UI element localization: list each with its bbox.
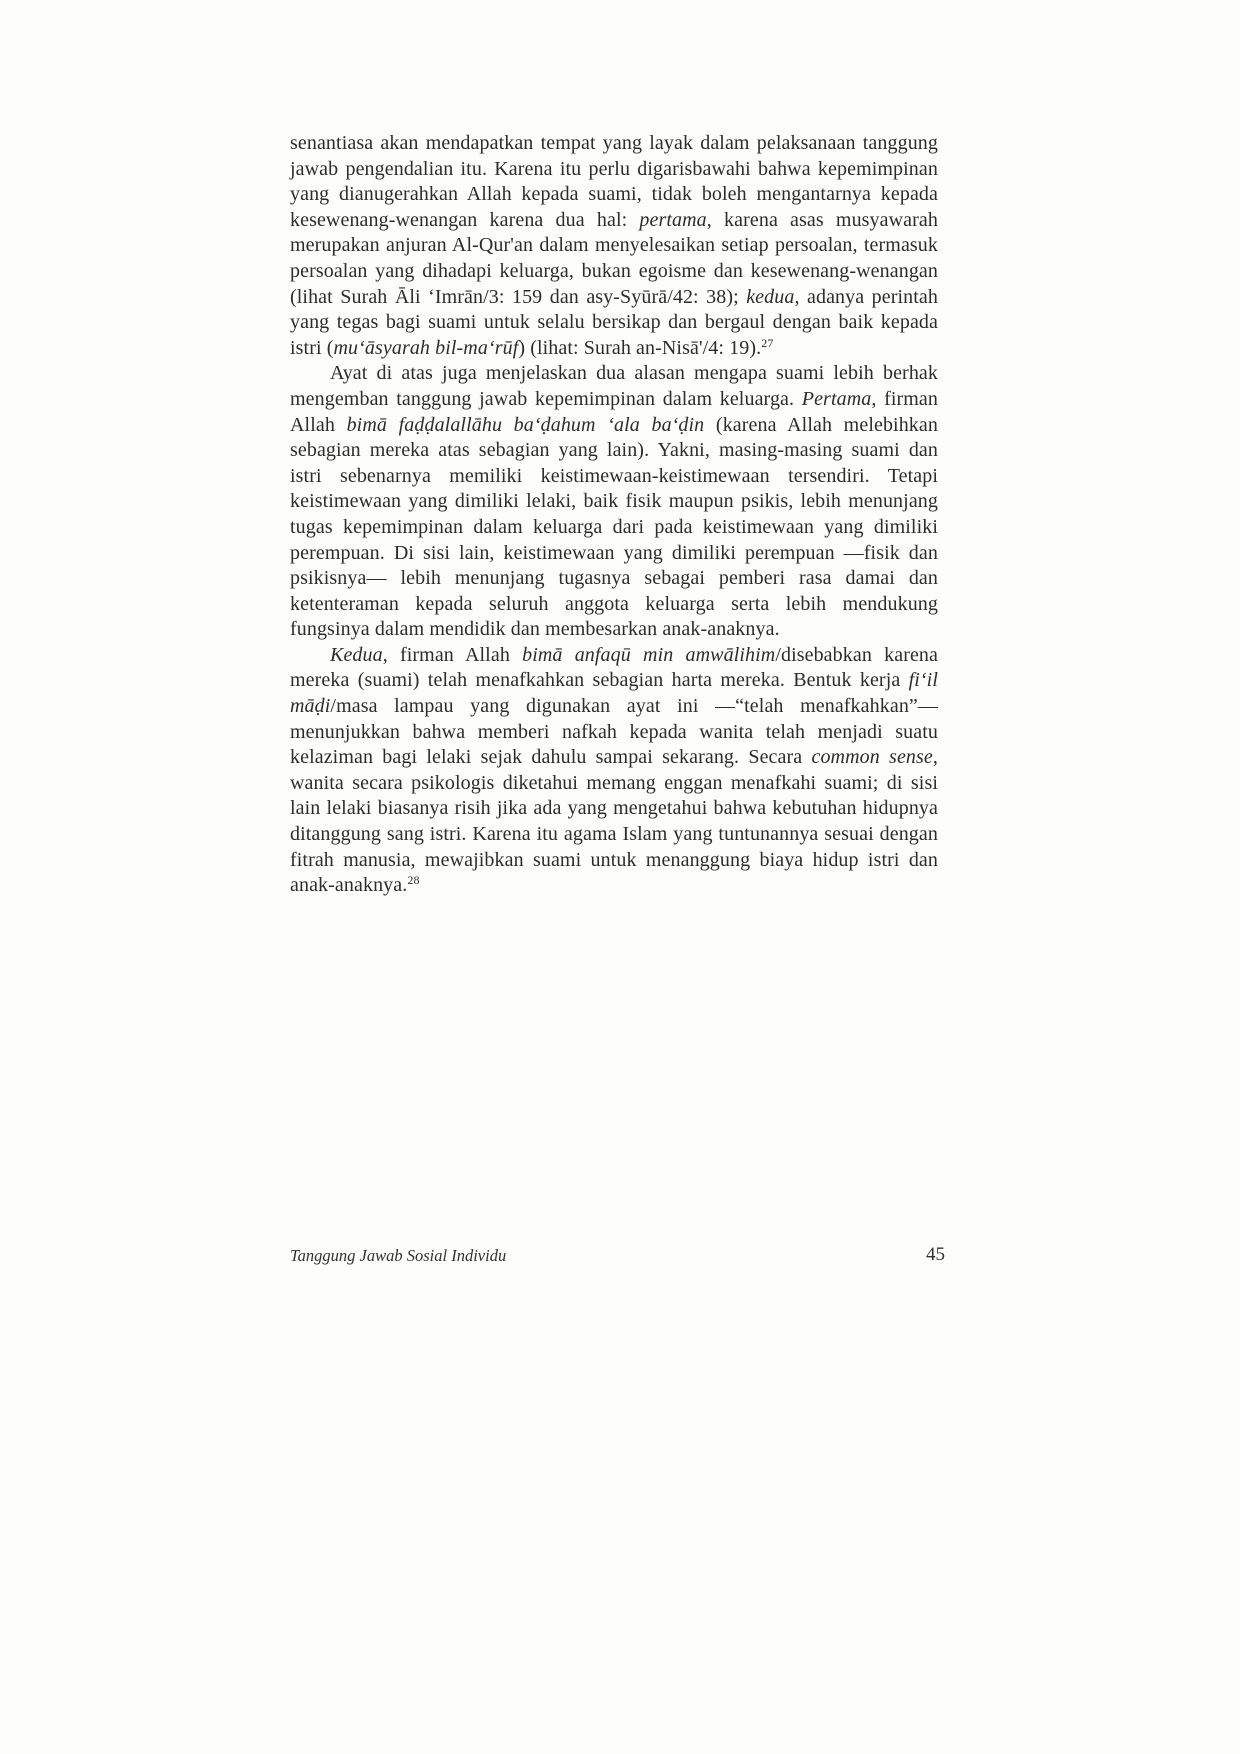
- text-run: senantiasa akan mendapatkan tempat yang layak dalam pelaksanaan tanggung jawab pengendalian itu. Karena itu perlu digarisbawahi bahwa kepemimpinan yang dianugerahkan Allah kepada suami, tidak boleh mengantarnya kepada kesewenang-wenangan karena dua hal:: [290, 132, 938, 231]
- paragraph: [290, 131, 938, 361]
- text-run: /masa lampau yang digunakan ayat ini —“telah menafkahkan”— menunjukkan bahwa memberi nafkah kepada wanita telah menjadi suatu kelaziman bagi lelaki sejak dahulu sampai sekarang. Secara: [290, 695, 938, 769]
- page-footer: [290, 1244, 945, 1266]
- paragraph: [290, 361, 938, 643]
- text-run: , karena asas musyawarah merupakan anjuran Al-Qur'an dalam menyelesaikan setiap persoalan, termasuk persoalan yang dihadapi keluarga, bukan egoisme dan kesewenang-wenangan (lihat Surah Āli ‘Imrān/3: 159 dan asy-Syūrā/42: 38);: [290, 208, 938, 308]
- italic-text-run: pertama: [639, 208, 707, 231]
- italic-text-run: fi‘il māḍi: [290, 669, 938, 718]
- body-text: [290, 131, 938, 899]
- text-run: , firman Allah: [290, 387, 938, 436]
- text-run: /disebabkan karena mereka (suami) telah menafkahkan sebagian harta mereka. Bentuk kerja: [290, 643, 939, 692]
- page-number: 45: [926, 1244, 945, 1265]
- italic-text-run: mu‘āsyarah bil-ma‘rūf: [333, 336, 519, 359]
- italic-text-run: common sense: [811, 746, 933, 769]
- text-run: , adanya perintah yang tegas bagi suami untuk selalu bersikap dan bergaul dengan baik kepada istri (: [290, 285, 938, 359]
- italic-text-run: bimā faḍḍalallāhu ba‘ḍahum ‘ala ba‘ḍin: [346, 413, 705, 436]
- footnote-reference: 28: [407, 873, 420, 888]
- paragraph: [290, 643, 938, 899]
- text-run: Ayat di atas juga menjelaskan dua alasan mengapa suami lebih berhak mengemban tanggung jawab kepemimpinan dalam keluarga.: [290, 362, 938, 410]
- text-run: (karena Allah melebihkan sebagian mereka atas sebagian yang lain). Yakni, masing-masing suami dan istri sebenarnya memiliki keistimewaan-keistimewaan tersendiri. Tetapi keistimewaan yang dimiliki lelaki, baik fisik maupun psikis, lebih menunjang tugas kepemimpinan dalam keluarga dari pada keistimewaan yang dimiliki perempuan. Di sisi lain, keistimewaan yang dimiliki perempuan —fisik dan psikisnya— lebih menunjang tugasnya sebagai pemberi rasa damai dan ketenteraman kepada seluruh anggota keluarga serta lebih mendukung fungsinya dalam mendidik dan membesarkan anak-anaknya.: [290, 413, 938, 641]
- text-run: ) (lihat: Surah an-Nisā'/4: 19).: [518, 336, 762, 359]
- italic-text-run: Pertama: [801, 387, 872, 410]
- footnote-reference: 27: [761, 335, 774, 350]
- italic-text-run: bimā anfaqū min amwālihim: [522, 643, 776, 666]
- text-run: , wanita secara psikologis diketahui memang enggan menafkahi suami; di sisi lain lelaki biasanya risih jika ada yang mengetahui bahwa kebutuhan hidupnya ditanggung sang istri. Karena itu agama Islam yang tuntunannya sesuai dengan fitrah manusia, mewajibkan suami untuk menanggung biaya hidup istri dan anak-anaknya.: [290, 746, 938, 897]
- italic-text-run: kedua: [746, 285, 795, 308]
- text-run: , firman Allah: [382, 643, 523, 666]
- running-title: Tanggung Jawab Sosial Individu: [290, 1246, 507, 1265]
- italic-text-run: Kedua: [330, 643, 383, 666]
